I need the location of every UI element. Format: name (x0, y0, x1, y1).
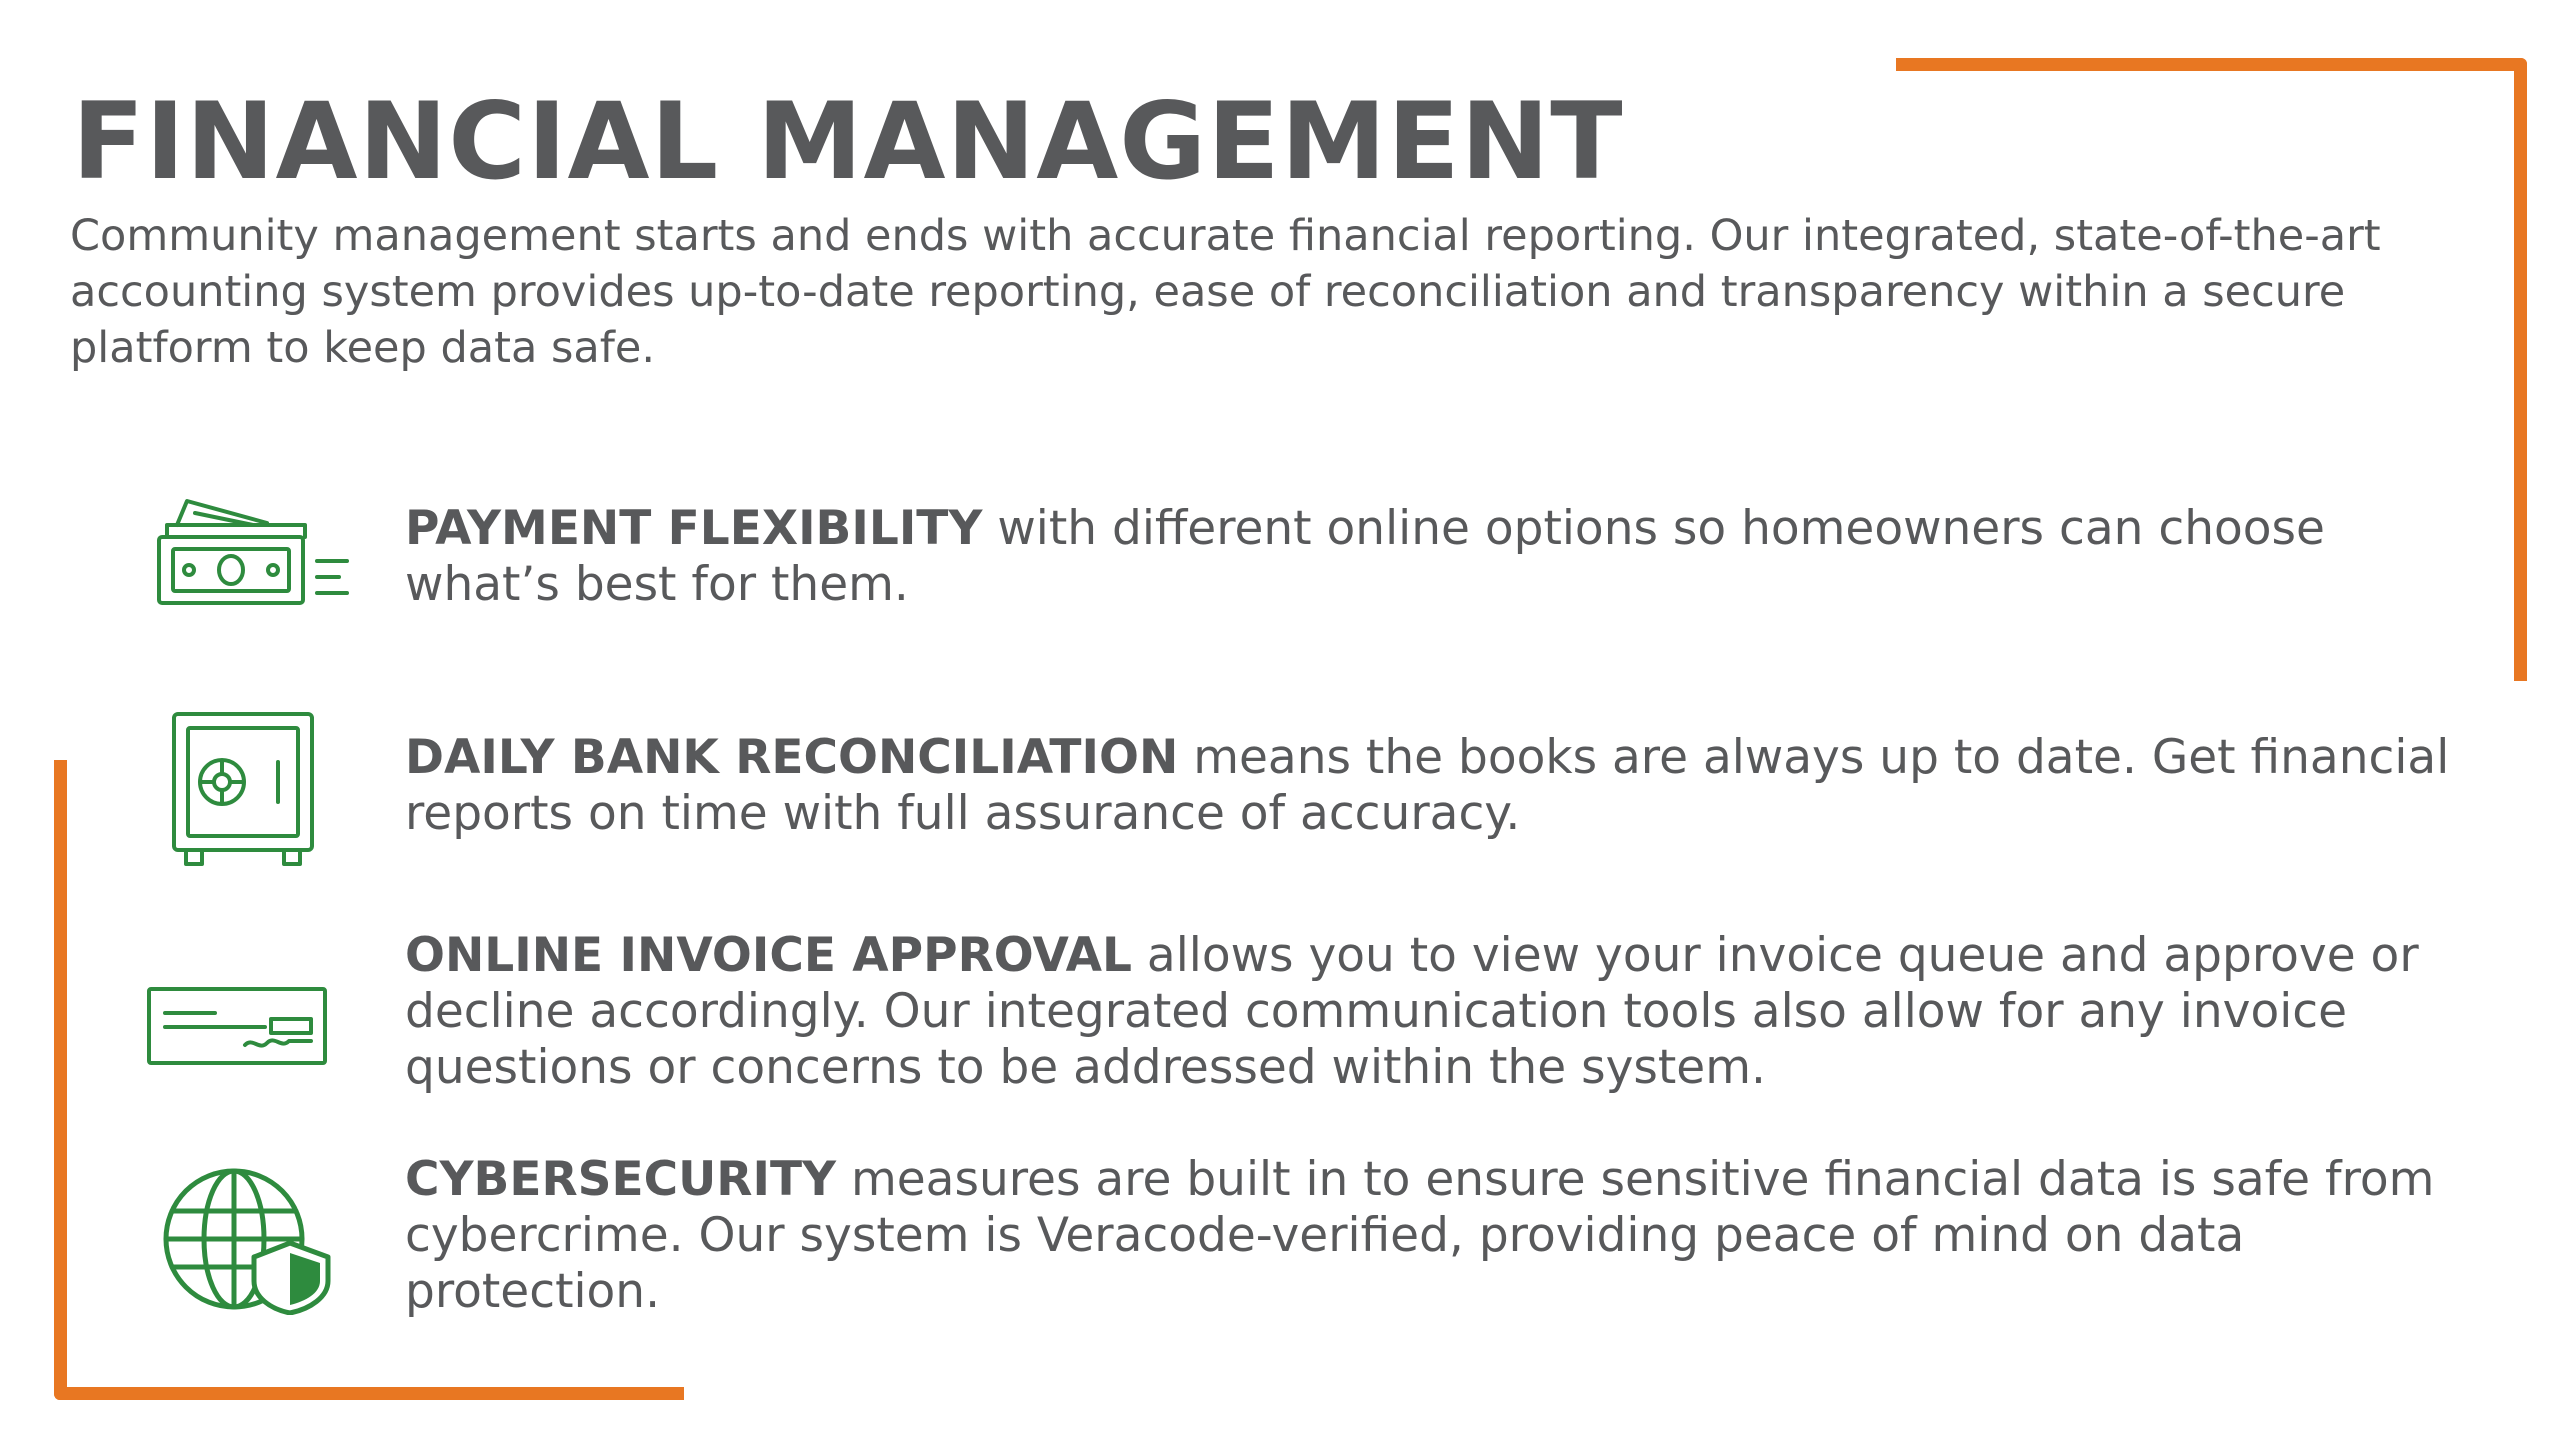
feature-lead: DAILY BANK RECONCILIATION (405, 730, 1179, 785)
feature-lead: CYBERSECURITY (405, 1152, 837, 1207)
feature-online-invoice-approval (405, 928, 2485, 1096)
feature-text: with different online options so homeowners can choose what’s best for them. (405, 501, 2325, 612)
page-title: FINANCIAL MANAGEMENT (72, 80, 1624, 203)
bank-safe-icon (170, 710, 316, 868)
money-bills-icon (155, 495, 351, 607)
feature-payment-flexibility (405, 501, 2485, 613)
feature-text: means the books are always up to date. Get financial reports on time with full assurance of accuracy. (405, 730, 2450, 841)
globe-shield-icon (162, 1165, 334, 1315)
feature-daily-bank-reconciliation (405, 730, 2485, 842)
feature-cybersecurity (405, 1152, 2485, 1320)
feature-text: allows you to view your invoice queue and approve or decline accordingly. Our integrated communication tools also allow for any invoice questions or concerns to be addressed within the system. (405, 928, 2419, 1095)
feature-lead: ONLINE INVOICE APPROVAL (405, 928, 1132, 983)
feature-lead: PAYMENT FLEXIBILITY (405, 501, 983, 556)
intro-paragraph: Community management starts and ends with accurate financial reporting. Our integrated, state-of-the-art accounting system provides up-to-date reporting, ease of reconciliation and transparency within a secure platform to keep data safe. (70, 211, 2381, 373)
feature-text: measures are built in to ensure sensitive financial data is safe from cybercrime. Our system is Veracode-verified, providing peace of mind on data protection. (405, 1152, 2435, 1319)
check-invoice-icon (145, 985, 329, 1067)
